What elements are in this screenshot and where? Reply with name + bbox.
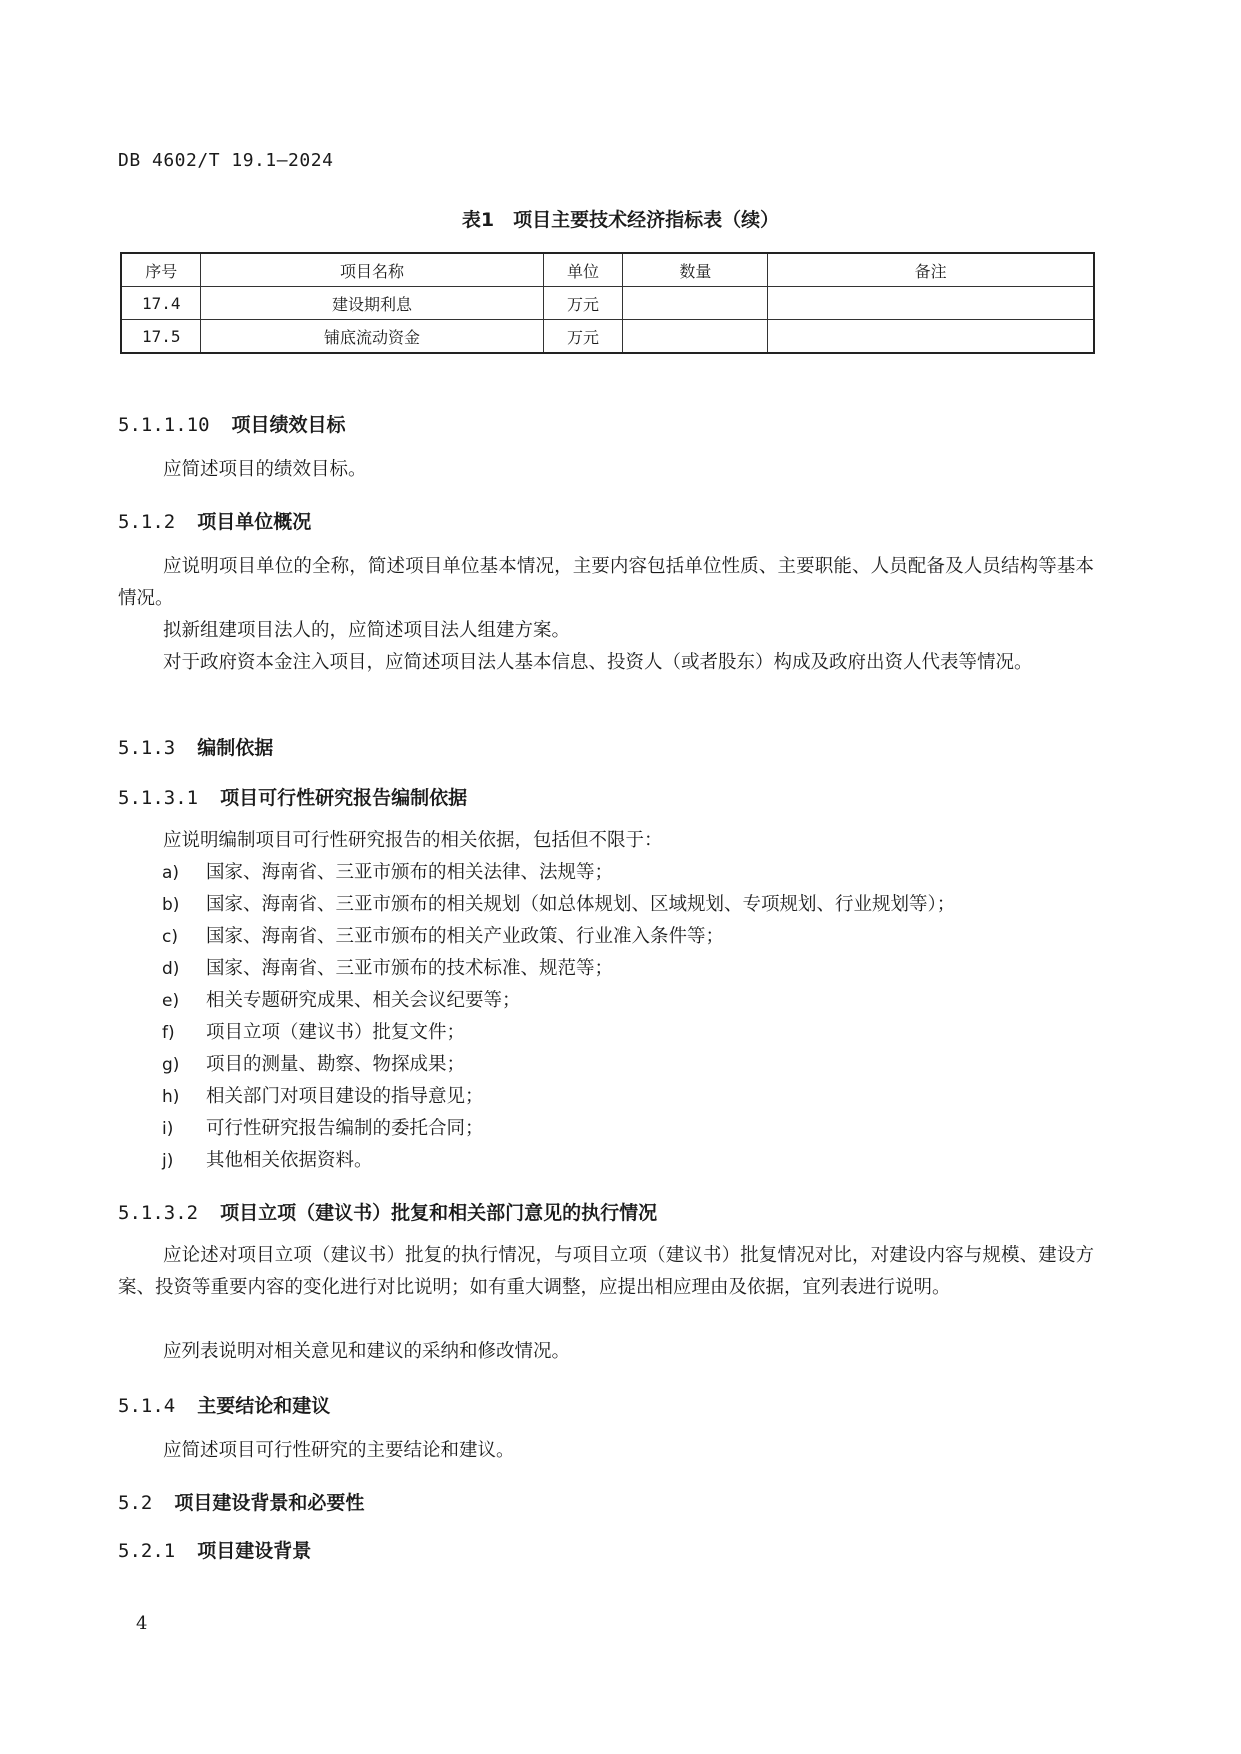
cell-name: 铺底流动资金 [201,320,543,354]
list-item [162,1113,955,1145]
paragraph: 对于政府资本金注入项目，应简述项目法人基本信息、投资人（或者股东）构成及政府出资人代表等情况。 [163,652,1033,673]
section-title: 项目建设背景 [197,1540,312,1562]
section-number: 5.1.3.1 [118,787,199,809]
section-number: 5.2 [118,1492,153,1514]
section-heading [118,733,273,760]
list-item-text: 国家、海南省、三亚市颁布的相关产业政策、行业准入条件等； [206,926,725,947]
col-header-index: 序号 [121,253,201,287]
list-item-text: 国家、海南省、三亚市颁布的技术标准、规范等； [206,958,614,979]
section-heading [118,783,467,810]
col-header-unit: 单位 [543,253,623,287]
paragraph: 应列表说明对相关意见和建议的采纳和修改情况。 [163,1341,571,1362]
section-number: 5.1.2 [118,511,176,533]
paragraph: 应论述对项目立项（建议书）批复的执行情况，与项目立项（建议书）批复情况对比，对建设内容与规模、建设方案、投资等重要内容的变化进行对比说明；如有重大调整，应提出相应理由及依据，宜列表进行说明。 [118,1245,1094,1298]
section-heading [118,1536,311,1563]
page-number: 4 [136,1613,148,1634]
col-header-name: 项目名称 [201,253,543,287]
list-item-text: 项目的测量、勘察、物探成果； [206,1054,466,1075]
cell-unit: 万元 [543,287,623,320]
cell-index: 17.5 [121,320,201,354]
cell-quantity [623,320,768,354]
list-marker: b) [162,895,180,915]
paragraph: 应简述项目的绩效目标。 [163,459,367,480]
section-heading [118,410,346,437]
table-caption: 表1 项目主要技术经济指标表（续） [461,209,780,231]
section-title: 项目绩效目标 [231,414,346,436]
section-title: 项目建设背景和必要性 [174,1492,365,1514]
cell-remark [768,320,1094,354]
list-marker: i) [162,1119,174,1139]
document-code: DB 4602/T 19.1—2024 [118,150,334,171]
list-marker: a) [162,863,180,883]
list-item [162,921,955,953]
list-marker: f) [162,1023,175,1043]
section-heading [118,1488,364,1515]
col-header-quantity: 数量 [623,253,768,287]
basis-list [162,857,955,1177]
section-heading [118,1198,657,1225]
list-item [162,857,955,889]
list-item [162,1049,955,1081]
section-number: 5.1.3.2 [118,1202,199,1224]
list-marker: h) [162,1087,180,1107]
list-item-text: 其他相关依据资料。 [206,1150,373,1171]
list-item [162,889,955,921]
cell-name: 建设期利息 [201,287,543,320]
list-item-text: 相关部门对项目建设的指导意见； [206,1086,484,1107]
list-item [162,985,955,1017]
section-title: 主要结论和建议 [197,1395,331,1417]
list-item-text: 项目立项（建议书）批复文件； [206,1022,466,1043]
list-item [162,1081,955,1113]
list-marker: g) [162,1055,180,1075]
col-header-remark: 备注 [768,253,1094,287]
paragraph: 拟新组建项目法人的，应简述项目法人组建方案。 [163,620,571,641]
list-item [162,1017,955,1049]
cell-remark [768,287,1094,320]
paragraph: 应说明编制项目可行性研究报告的相关依据，包括但不限于： [163,830,663,851]
list-marker: d) [162,959,180,979]
section-number: 5.1.4 [118,1395,176,1417]
paragraph: 应说明项目单位的全称，简述项目单位基本情况，主要内容包括单位性质、主要职能、人员配备及人员结构等基本情况。 [118,556,1094,609]
table-header-row [121,253,1094,287]
list-marker: c) [162,927,178,947]
list-item-text: 相关专题研究成果、相关会议纪要等； [206,990,521,1011]
list-item [162,1145,955,1177]
cell-index: 17.4 [121,287,201,320]
section-number: 5.1.1.10 [118,414,210,436]
cell-quantity [623,287,768,320]
table-row [121,320,1094,354]
list-item [162,953,955,985]
table-row [121,287,1094,320]
list-marker: j) [162,1151,174,1171]
section-title: 编制依据 [197,737,274,759]
list-marker: e) [162,991,180,1011]
section-title: 项目单位概况 [197,511,312,533]
section-title: 项目立项（建议书）批复和相关部门意见的执行情况 [220,1202,658,1224]
section-heading [118,1391,330,1418]
list-item-text: 国家、海南省、三亚市颁布的相关法律、法规等； [206,862,614,883]
section-number: 5.1.3 [118,737,176,759]
section-heading [118,507,311,534]
section-title: 项目可行性研究报告编制依据 [220,787,468,809]
cell-unit: 万元 [543,320,623,354]
paragraph: 应简述项目可行性研究的主要结论和建议。 [163,1440,515,1461]
indicator-table [120,252,1095,354]
section-number: 5.2.1 [118,1540,176,1562]
list-item-text: 可行性研究报告编制的委托合同； [206,1118,484,1139]
list-item-text: 国家、海南省、三亚市颁布的相关规划（如总体规划、区域规划、专项规划、行业规划等）； [206,894,956,915]
